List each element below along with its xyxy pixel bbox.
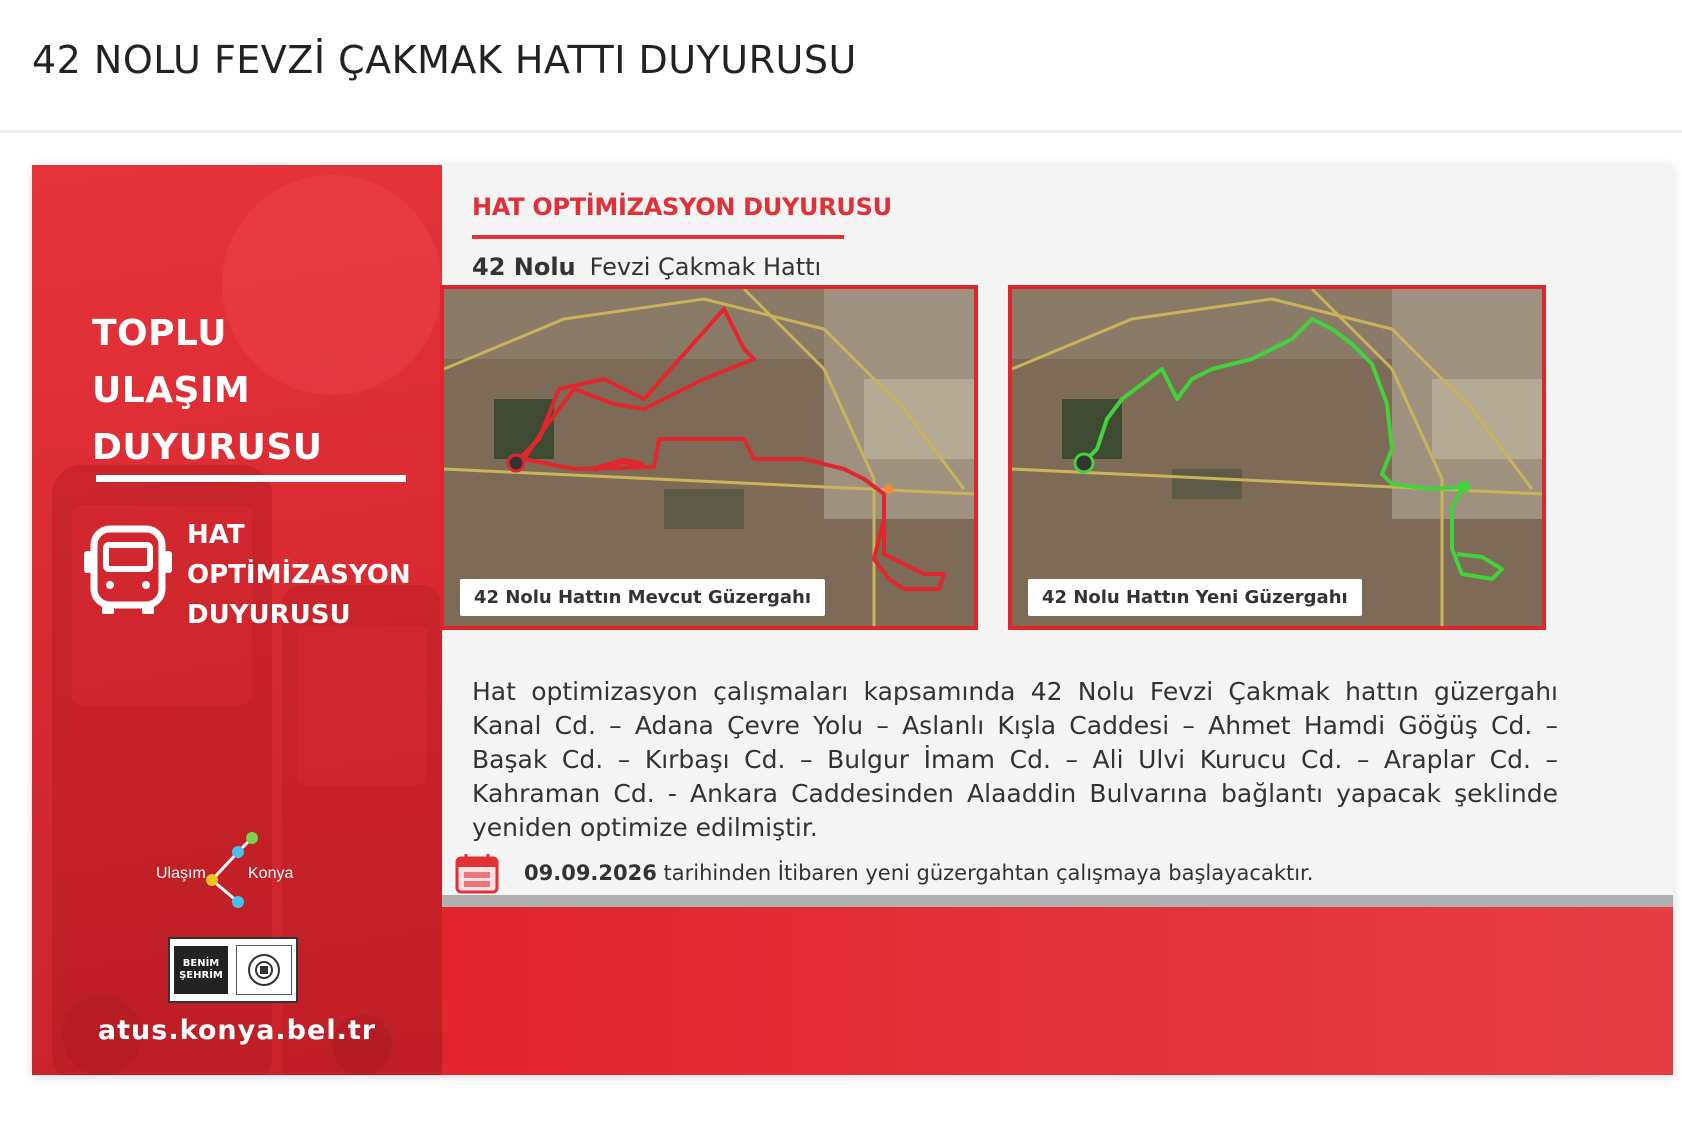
- left-panel: [32, 165, 442, 1075]
- line-title: [472, 253, 821, 281]
- map-caption-new: 42 Nolu Hattın Yeni Güzergahı: [1028, 579, 1362, 616]
- municipality-logos: [168, 937, 298, 1003]
- current-route-map: [440, 285, 978, 630]
- left-subtitle-line: DUYURUSU: [187, 600, 351, 630]
- left-subtitle-line: OPTİMİZASYON: [187, 560, 411, 590]
- announcement-image: [32, 165, 1673, 1075]
- start-date-text: [524, 861, 1313, 885]
- benim-sehrim-logo: [174, 946, 228, 994]
- left-title-line: TOPLU: [92, 313, 227, 354]
- logo-text-line: BENİM: [182, 958, 220, 969]
- left-subtitle: [187, 515, 411, 635]
- seal-icon: [246, 952, 282, 988]
- gray-stripe: [442, 895, 1673, 907]
- line-name: Fevzi Çakmak Hattı: [589, 253, 822, 281]
- konya-seal-logo: [236, 945, 292, 995]
- new-route-map: [1008, 285, 1546, 630]
- left-title: [92, 305, 323, 476]
- bus-icon: [80, 521, 176, 617]
- bottom-red-band: [442, 907, 1673, 1075]
- left-title-line: ULAŞIM: [92, 370, 251, 411]
- brand-label-ulasim: Ulaşım: [156, 865, 206, 882]
- page-header: [0, 0, 1682, 133]
- left-divider: [96, 475, 406, 482]
- start-date: 09.09.2026: [524, 861, 657, 885]
- left-subtitle-line: HAT: [187, 520, 245, 550]
- brand-label-konya: Konya: [248, 865, 294, 882]
- map-caption-current: 42 Nolu Hattın Mevcut Güzergahı: [460, 579, 825, 616]
- calendar-icon: [454, 852, 500, 894]
- start-date-suffix: tarihinden İtibaren yeni güzergahtan çalışmaya başlayacaktır.: [663, 861, 1314, 885]
- section-underline: [472, 235, 844, 239]
- line-number: 42 Nolu: [472, 253, 576, 281]
- section-heading: HAT OPTİMİZASYON DUYURUSU: [472, 193, 892, 221]
- left-title-line: DUYURUSU: [92, 427, 323, 468]
- logo-text-line: ŞEHRİM: [179, 970, 223, 981]
- page-title: 42 NOLU FEVZİ ÇAKMAK HATTI DUYURUSU: [32, 38, 857, 82]
- announcement-description: Hat optimizasyon çalışmaları kapsamında 42 Nolu Fevzi Çakmak hattın güzergahı Kanal Cd. – Adana Çevre Yolu – Aslanlı Kışla Caddesi – Ahmet Hamdi Göğüş Cd. – Başak Cd. – Kırbaşı Cd. – Bulgur İmam Cd. – Ali Ulvi Kurucu Cd. – Araplar Cd. – Kahraman Cd. - Ankara Caddesinden Alaaddin Bulvarına bağlantı yapacak şeklinde yeniden optimize edilmiştir.: [472, 677, 1558, 842]
- satellite-map-new: [1012, 289, 1542, 626]
- website-url: atus.konya.bel.tr: [97, 1015, 377, 1046]
- satellite-map-current: [444, 289, 974, 626]
- start-date-row: [454, 851, 1313, 895]
